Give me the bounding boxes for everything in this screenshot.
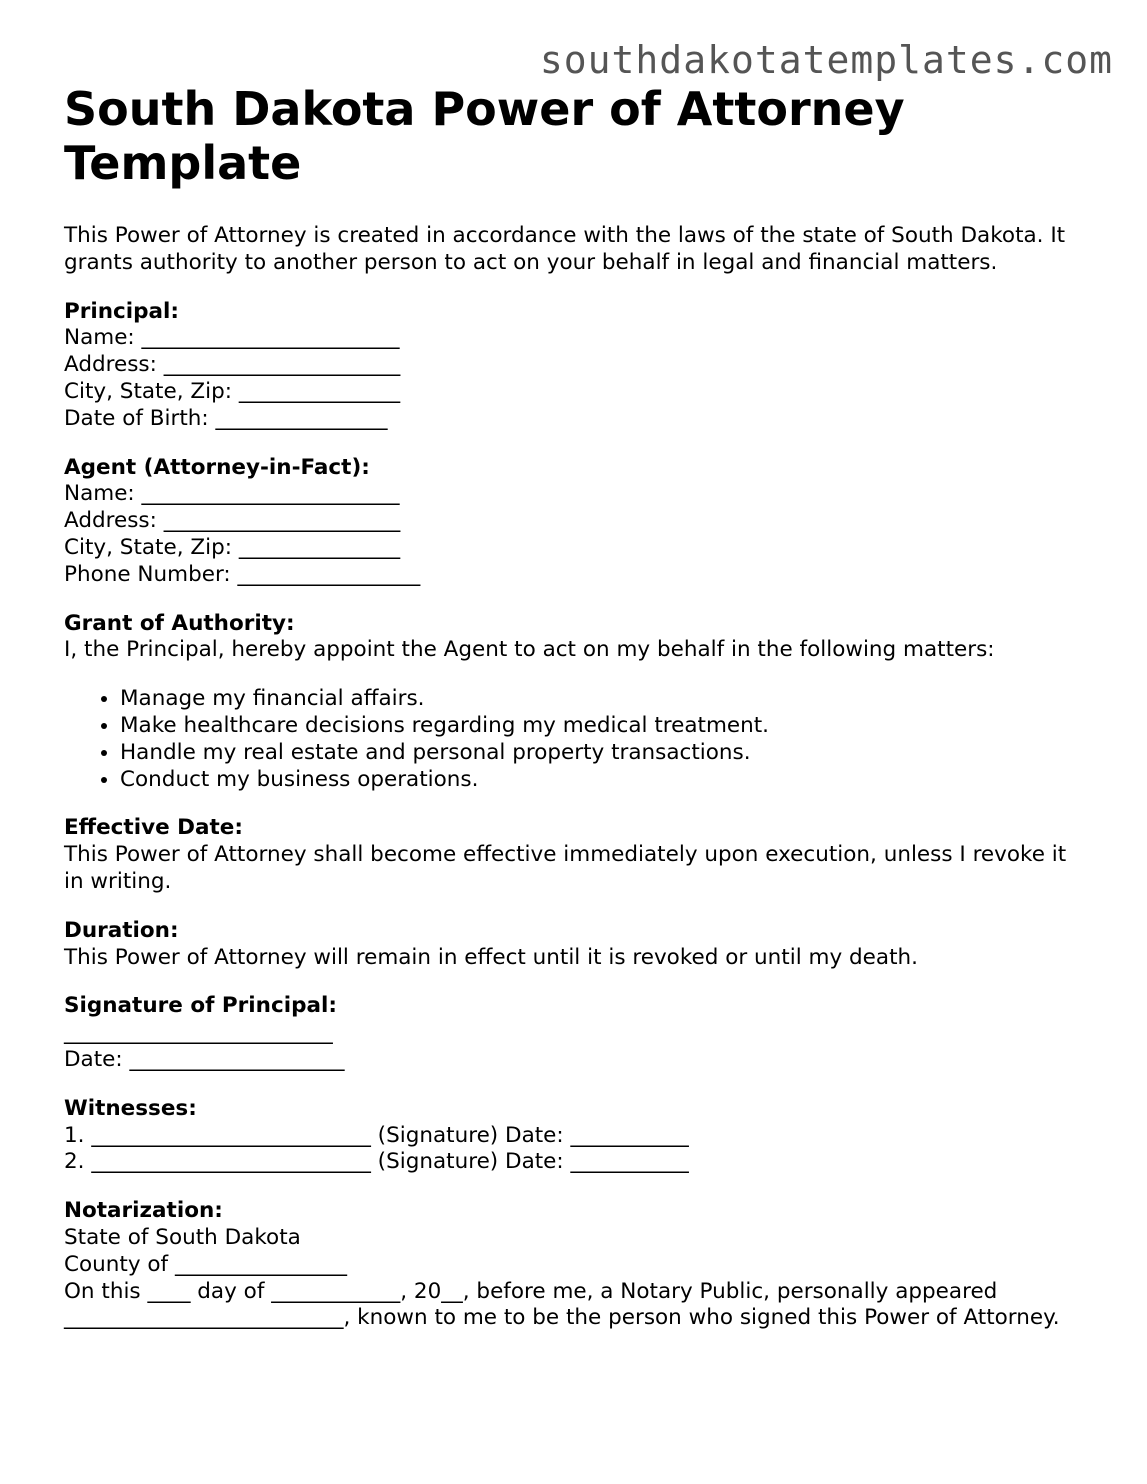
agent-heading: Agent (Attorney-in-Fact): — [64, 454, 370, 480]
list-item: • Handle my real estate and personal property transactions. — [120, 740, 1074, 767]
grant-heading: Grant of Authority: — [64, 610, 295, 636]
duration-text: This Power of Attorney will remain in effect until it is revoked or until my death. — [64, 944, 918, 970]
principal-heading: Principal: — [64, 298, 180, 324]
witnesses-section — [64, 1096, 1074, 1176]
intro-paragraph: This Power of Attorney is created in accordance with the laws of the state of South Dakota. It grants authority to another person to act on your behalf in legal and financial matters. — [64, 223, 1066, 275]
document-page — [64, 82, 1074, 1332]
notary-text: On this ____ day of ____________, 20__, before me, a Notary Public, personally appeared __________________________, known to me to be the person who signed this Power of Attorney. — [64, 1278, 1060, 1331]
notarization-section — [64, 1198, 1074, 1332]
notarization-heading: Notarization: — [64, 1198, 223, 1224]
agent-phone-field: Phone Number: _________________ — [64, 561, 421, 587]
page-title: South Dakota Power of Attorney Template — [64, 82, 905, 190]
principal-address-field: Address: ______________________ — [64, 352, 401, 378]
agent-section — [64, 455, 1074, 589]
notary-state: State of South Dakota — [64, 1224, 301, 1250]
agent-address-field: Address: ______________________ — [64, 508, 401, 534]
effective-text: This Power of Attorney shall become effective immediately upon execution, unless I revoke it in writing. — [64, 842, 1067, 894]
site-watermark: southdakotatemplates.com — [539, 38, 1113, 82]
witness-1-line: 1. __________________________ (Signature) Date: ___________ — [64, 1122, 689, 1148]
principal-dob-field: Date of Birth: ________________ — [64, 405, 388, 431]
witness-2-line: 2. __________________________ (Signature) Date: ___________ — [64, 1149, 689, 1175]
duration-heading: Duration: — [64, 917, 179, 943]
notary-county-field: County of ________________ — [64, 1251, 347, 1277]
list-item: • Make healthcare decisions regarding my medical treatment. — [120, 713, 1074, 740]
principal-city-field: City, State, Zip: _______________ — [64, 378, 401, 404]
list-item: • Conduct my business operations. — [120, 767, 1074, 794]
principal-name-field: Name: ________________________ — [64, 325, 400, 351]
principal-section — [64, 299, 1074, 433]
agent-name-field: Name: ________________________ — [64, 481, 400, 507]
grant-section — [64, 611, 1074, 794]
signature-date-field: Date: ____________________ — [64, 1046, 345, 1072]
grant-text: I, the Principal, hereby appoint the Agent to act on my behalf in the following matters: — [64, 637, 995, 663]
authority-list — [64, 686, 1074, 793]
duration-section — [64, 918, 1074, 972]
signature-line: _________________________ — [64, 1020, 333, 1046]
signature-section — [64, 993, 1074, 1073]
agent-city-field: City, State, Zip: _______________ — [64, 534, 401, 560]
list-item: • Manage my financial affairs. — [120, 686, 1074, 713]
signature-heading: Signature of Principal: — [64, 993, 337, 1019]
effective-date-section — [64, 815, 1074, 895]
witnesses-heading: Witnesses: — [64, 1095, 197, 1121]
effective-heading: Effective Date: — [64, 815, 243, 841]
